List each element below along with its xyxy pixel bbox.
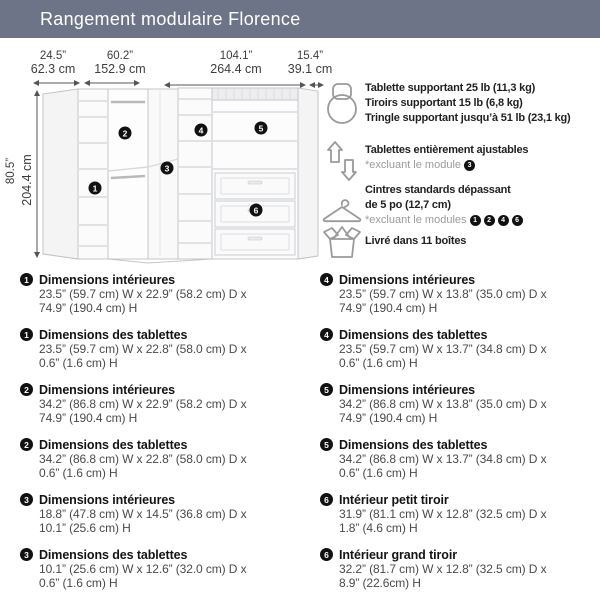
spec-dimensions: 8.9” (22.6cm) H: [339, 576, 421, 590]
spec-item: [20, 382, 298, 425]
dim-label-height-in: 80.5”: [5, 157, 17, 185]
spec-item: [20, 492, 298, 535]
spec-dimensions: 34.2” (86.8 cm) W x 22.8” (58.0 cm) D x: [39, 452, 247, 466]
exclusion-note: *excluant le modules: [365, 214, 467, 226]
dim-label-main-section: 104.1” 264.4 cm: [210, 50, 262, 76]
spec-list-right: [320, 272, 598, 590]
spec-title: Intérieur petit tiroir: [339, 492, 449, 507]
dim-label-right-panel: 15.4” 39.1 cm: [287, 50, 333, 76]
spec-item: [20, 437, 298, 480]
module-badge: 5: [320, 438, 333, 451]
spec-dimensions: 10.1” (25.6 cm) H: [39, 521, 131, 535]
module-badge: 5: [320, 383, 333, 396]
spec-dimensions: 74.9” (190.4 cm) H: [339, 411, 438, 425]
spec-dimensions: 0.6” (1.6 cm) H: [39, 576, 118, 590]
module-badge: 4: [320, 273, 333, 286]
header-bar: [0, 0, 600, 38]
dim-label-height-cm: 204.4 cm: [20, 154, 34, 206]
spec-dimensions: 74.9” (190.4 cm) H: [339, 301, 438, 315]
module-badge: 1: [20, 328, 33, 341]
spec-title: Dimensions intérieures: [339, 272, 476, 287]
spec-item: [320, 327, 598, 370]
module-ref-badge: 6: [512, 215, 523, 226]
spec-item: [320, 547, 598, 590]
adjustable-arrows-icon: [327, 141, 357, 181]
spec-item: [320, 272, 598, 315]
spec-list-left: [20, 272, 298, 590]
spec-dimensions: 18.8” (47.8 cm) W x 14.5” (36.8 cm) D x: [39, 507, 247, 521]
spec-dimensions: 0.6” (1.6 cm) H: [39, 356, 118, 370]
spec-dimensions: 23.5” (59.7 cm) W x 22.9” (58.2 cm) D x: [39, 287, 247, 301]
module-badge-6: 6: [250, 204, 263, 217]
dim-label-left-panel: 24.5” 62.3 cm: [30, 50, 76, 76]
spec-item: [20, 327, 298, 370]
module-badge: 4: [320, 328, 333, 341]
feature-weight-capacity: Tablette supportant 25 lb (11,3 kg) Tiroirs supportant 15 lb (6,8 kg) Tringle supportant jusqu’à 51 lb (23,1 kg): [318, 80, 571, 126]
spec-item: [320, 492, 598, 535]
module-badge-4: 4: [195, 124, 208, 137]
spec-dimensions: 31.9” (81.1 cm) W x 12.8” (32.5 cm) D x: [339, 507, 547, 521]
spec-dimensions: 1.8” (4.6 cm) H: [339, 521, 418, 535]
spec-item: [20, 272, 298, 315]
feature-hanger-clearance: Cintres standards dépassant de 5 po (12,7 cm) *excluant le modules 1 2 4 6: [318, 182, 523, 228]
spec-item: [20, 547, 298, 590]
spec-dimensions: 74.9” (190.4 cm) H: [39, 411, 138, 425]
spec-title: Dimensions intérieures: [39, 382, 176, 397]
spec-dimensions: 32.2” (81.7 cm) W x 12.8” (32.5 cm) D x: [339, 562, 547, 576]
spec-dimensions: 34.2” (86.8 cm) W x 13.8” (35.0 cm) D x: [339, 397, 547, 411]
module-badge: 6: [320, 548, 333, 561]
spec-item: [320, 382, 598, 425]
spec-title: Dimensions des tablettes: [339, 437, 488, 452]
module-badge: 1: [20, 273, 33, 286]
feature-box-count: Livré dans 11 boîtes: [318, 225, 466, 258]
module-badge: 3: [20, 548, 33, 561]
spec-dimensions: 23.5” (59.7 cm) W x 13.7” (34.8 cm) D x: [339, 342, 547, 356]
hanger-icon: [322, 196, 362, 223]
box-icon: [322, 225, 362, 258]
module-ref-badge: 2: [484, 215, 495, 226]
spec-title: Dimensions intérieures: [39, 272, 176, 287]
spec-title: Dimensions des tablettes: [339, 327, 488, 342]
spec-item: [320, 437, 598, 480]
module-ref-badge: 3: [464, 160, 475, 171]
module-badge: 3: [20, 493, 33, 506]
spec-dimensions: 23.5” (59.7 cm) W x 13.8” (35.0 cm) D x: [339, 287, 547, 301]
module-badge-5: 5: [255, 122, 268, 135]
kettlebell-icon: [325, 82, 359, 126]
page-title: Rangement modulaire Florence: [40, 8, 301, 29]
spec-dimensions: 34.2” (86.8 cm) W x 22.9” (58.2 cm) D x: [39, 397, 247, 411]
dim-label-left-section: 60.2” 152.9 cm: [94, 50, 146, 76]
spec-dimensions: 23.5” (59.7 cm) W x 22.8” (58.0 cm) D x: [39, 342, 247, 356]
closet-diagram: [0, 38, 340, 270]
module-badge: 2: [20, 438, 33, 451]
module-ref-badge: 1: [470, 215, 481, 226]
spec-title: Dimensions intérieures: [339, 382, 476, 397]
exclusion-note: *excluant le module: [365, 159, 462, 171]
module-badge: 6: [320, 493, 333, 506]
spec-dimensions: 34.2” (86.8 cm) W x 13.7” (34.8 cm) D x: [339, 452, 547, 466]
module-badge-2: 2: [119, 127, 132, 140]
spec-title: Dimensions des tablettes: [39, 437, 188, 452]
spec-title: Intérieur grand tiroir: [339, 547, 457, 562]
spec-dimensions: 0.6” (1.6 cm) H: [39, 466, 118, 480]
module-badge-1: 1: [89, 182, 102, 195]
spec-title: Dimensions des tablettes: [39, 547, 188, 562]
module-badge-3: 3: [161, 162, 174, 175]
feature-adjustable-shelves: Tablettes entièrement ajustables *excluant le module 3: [318, 140, 528, 181]
spec-dimensions: 0.6” (1.6 cm) H: [339, 356, 418, 370]
spec-title: Dimensions des tablettes: [39, 327, 188, 342]
spec-title: Dimensions intérieures: [39, 492, 176, 507]
spec-dimensions: 74.9” (190.4 cm) H: [39, 301, 138, 315]
spec-dimensions: 10.1” (25.6 cm) W x 12.6” (32.0 cm) D x: [39, 562, 247, 576]
module-ref-badge: 4: [498, 215, 509, 226]
module-badge: 2: [20, 383, 33, 396]
spec-dimensions: 0.6” (1.6 cm) H: [339, 466, 418, 480]
